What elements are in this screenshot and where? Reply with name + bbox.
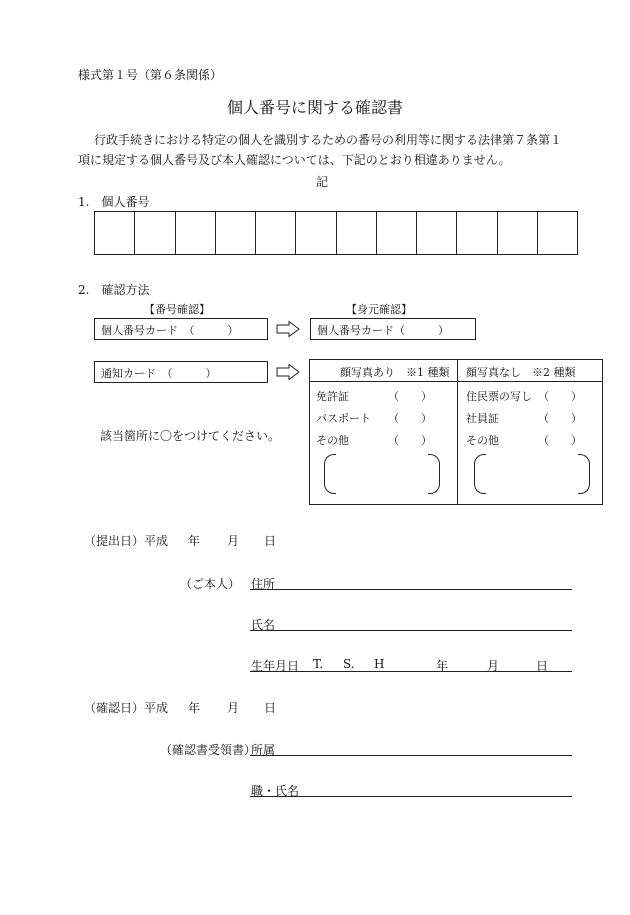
identity-check-label: 【身元確認】 xyxy=(346,303,412,316)
digit-cell[interactable] xyxy=(457,212,497,254)
intro-line-2: 項に規定する個人番号及び本人確認については、下記のとおり相違ありません。 xyxy=(78,153,511,167)
other-entry-bracket-right[interactable] xyxy=(578,454,590,494)
notification-card-option[interactable] xyxy=(94,361,268,383)
confirmation-month: 月 xyxy=(227,701,240,715)
photo-item-mark[interactable]: （ ） xyxy=(388,412,432,425)
nophoto-item-mark[interactable]: （ ） xyxy=(538,412,582,425)
name-line[interactable] xyxy=(250,630,572,631)
digit-cell[interactable] xyxy=(296,212,336,254)
arrow-right-icon xyxy=(276,364,300,380)
section2-heading: 2. 確認方法 xyxy=(78,283,150,297)
digit-cell[interactable] xyxy=(498,212,538,254)
photo-item-mark[interactable]: （ ） xyxy=(388,434,432,447)
nophoto-header: 顔写真なし ※2 種類 xyxy=(466,366,576,379)
birth-line[interactable] xyxy=(250,671,572,672)
confirmation-year: 年 xyxy=(188,701,201,715)
address-line[interactable] xyxy=(250,589,572,590)
photo-item-label: 免許証 xyxy=(316,390,349,403)
other-entry-bracket-right[interactable] xyxy=(428,454,440,494)
arrow-right-icon xyxy=(276,321,300,337)
address-label: 住所 xyxy=(251,577,276,591)
number-check-label: 【番号確認】 xyxy=(144,303,210,316)
photo-item-mark[interactable]: （ ） xyxy=(388,390,432,403)
identity-docs-table xyxy=(309,359,603,505)
intro-line-1: 行政手続きにおける特定の個人を識別するための番号の利用等に関する法律第７条第１ xyxy=(94,133,563,147)
page-title: 個人番号に関する確認書 xyxy=(226,98,403,117)
digit-cell[interactable] xyxy=(135,212,175,254)
birth-year: 年 xyxy=(436,659,449,673)
table-header-rule xyxy=(310,381,602,382)
name-label: 氏名 xyxy=(251,618,276,632)
nophoto-item-label: 住民票の写し xyxy=(466,390,532,403)
identity-mynumber-card-option[interactable] xyxy=(310,318,476,340)
photo-item-label: パスポート xyxy=(316,412,371,425)
birth-month: 月 xyxy=(487,659,500,673)
era-s[interactable]: S. xyxy=(343,657,355,671)
digit-cell[interactable] xyxy=(256,212,296,254)
nophoto-item-mark[interactable]: （ ） xyxy=(538,434,582,447)
mynumber-card-label: 個人番号カード （ ） xyxy=(101,324,239,337)
digit-cell[interactable] xyxy=(377,212,417,254)
receiver-label: （確認書受領書） xyxy=(160,743,257,757)
birth-day: 日 xyxy=(536,659,549,673)
era-h[interactable]: H xyxy=(374,657,385,671)
title-name-label: 職・氏名 xyxy=(251,784,300,798)
other-entry-bracket-left[interactable] xyxy=(474,454,486,494)
title-name-line[interactable] xyxy=(250,796,572,797)
submission-day: 日 xyxy=(264,534,277,548)
digit-cell[interactable] xyxy=(538,212,577,254)
person-label: （ご本人） xyxy=(180,577,241,591)
photo-header: 顔写真あり ※1 種類 xyxy=(340,366,450,379)
submission-year: 年 xyxy=(188,534,201,548)
mynumber-card-option[interactable] xyxy=(94,318,268,340)
affiliation-line[interactable] xyxy=(250,755,572,756)
digit-cell[interactable] xyxy=(337,212,377,254)
era-t[interactable]: T. xyxy=(313,657,324,671)
form-number: 様式第１号（第６条関係） xyxy=(78,68,223,82)
instruction-text: 該当箇所に〇をつけてください。 xyxy=(100,429,281,443)
notification-card-label: 通知カード （ ） xyxy=(101,367,217,380)
digit-cell[interactable] xyxy=(417,212,457,254)
nophoto-item-mark[interactable]: （ ） xyxy=(538,390,582,403)
digit-cell[interactable] xyxy=(95,212,135,254)
confirmation-date-label: （確認日）平成 xyxy=(84,701,169,715)
submission-month: 月 xyxy=(227,534,240,548)
digit-cell[interactable] xyxy=(176,212,216,254)
section1-heading: 1. 個人番号 xyxy=(78,195,150,209)
birth-label: 生年月日 xyxy=(251,659,300,673)
nophoto-item-label: その他 xyxy=(466,434,499,447)
digit-cell[interactable] xyxy=(216,212,256,254)
affiliation-label: 所属 xyxy=(251,743,276,757)
submission-date-label: （提出日）平成 xyxy=(84,534,169,548)
other-entry-bracket-left[interactable] xyxy=(324,454,336,494)
ki-label: 記 xyxy=(316,175,329,189)
identity-mynumber-card-label: 個人番号カード（ ） xyxy=(317,324,449,337)
nophoto-item-label: 社員証 xyxy=(466,412,499,425)
photo-item-label: その他 xyxy=(316,434,349,447)
individual-number-grid[interactable] xyxy=(94,211,578,255)
confirmation-day: 日 xyxy=(264,701,277,715)
